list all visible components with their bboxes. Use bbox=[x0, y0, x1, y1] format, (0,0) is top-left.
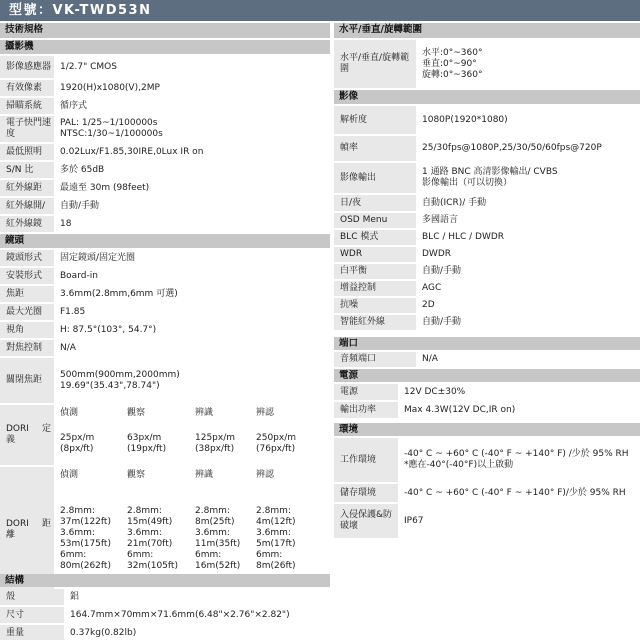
camera-row-5-value: 多於 65dB bbox=[55, 162, 330, 178]
model-title: 型號：VK-TWD53N bbox=[9, 3, 152, 18]
dori-distance-header-0: 偵測 bbox=[60, 469, 79, 480]
port-row-0 bbox=[334, 352, 640, 367]
lens-row-3-value: F1.85 bbox=[55, 304, 330, 320]
video-row-3-label: 日/夜 bbox=[334, 195, 416, 211]
section-video: 影像 bbox=[334, 90, 640, 104]
env-row-2 bbox=[334, 504, 640, 538]
camera-row-2-value: 循序式 bbox=[55, 98, 330, 114]
env-row-1 bbox=[334, 484, 640, 502]
section-structure: 結構 bbox=[0, 574, 330, 587]
video-row-9 bbox=[334, 298, 640, 313]
camera-row-3 bbox=[0, 116, 330, 142]
env-row-0 bbox=[334, 438, 640, 482]
left-spec-column bbox=[0, 23, 330, 640]
structure-row-0-label: 殼 bbox=[0, 589, 64, 605]
dori-distance-label-a: DORI bbox=[6, 518, 29, 529]
camera-row-4-label: 最低照明 bbox=[0, 144, 54, 160]
camera-row-2-label: 掃瞄系統 bbox=[0, 98, 54, 114]
video-row-9-label: 抗噪 bbox=[334, 298, 416, 313]
dori-definition bbox=[0, 405, 330, 465]
video-row-10-value: 自動/手動 bbox=[417, 315, 640, 330]
power-row-1-value: Max 4.3W(12V DC,IR on) bbox=[399, 402, 640, 418]
power-row-1 bbox=[334, 402, 640, 418]
camera-row-1-value: 1920(H)x1080(V),2MP bbox=[55, 80, 330, 96]
dori-definition-header-2: 辨識 bbox=[195, 407, 214, 418]
dori-definition-header-0: 偵測 bbox=[60, 407, 79, 418]
camera-row-0 bbox=[0, 56, 330, 78]
model-title-bar bbox=[0, 0, 640, 21]
lens-row-5 bbox=[0, 340, 330, 356]
structure-row-1 bbox=[0, 607, 330, 623]
power-row-0-label: 電源 bbox=[334, 384, 398, 400]
video-row-4-label: OSD Menu bbox=[334, 213, 416, 228]
section-pantilt: 水平/垂直/旋轉範圍 bbox=[334, 23, 640, 38]
video-row-5-value: BLC / HLC / DWDR bbox=[417, 230, 640, 245]
camera-row-3-value: PAL: 1/25~1/100000s NTSC:1/30~1/100000s bbox=[55, 116, 330, 142]
camera-row-5-label: S/N 比 bbox=[0, 162, 54, 178]
section-camera: 攝影機 bbox=[0, 40, 330, 54]
dori-distance-header-3: 辨認 bbox=[256, 469, 275, 480]
dori-definition-value-1: 63px/m (19px/ft) bbox=[127, 433, 167, 454]
port-row-0-label: 音頻端口 bbox=[334, 352, 416, 367]
camera-row-2 bbox=[0, 98, 330, 114]
structure-row-1-label: 尺寸 bbox=[0, 607, 64, 623]
dori-distance-header-1: 觀察 bbox=[127, 469, 146, 480]
section-environment: 環境 bbox=[334, 423, 640, 436]
section-port: 端口 bbox=[334, 337, 640, 350]
dori-definition-value-0: 25px/m (8px/ft) bbox=[60, 433, 95, 454]
camera-row-7-label: 紅外線開/ bbox=[0, 198, 54, 214]
lens-row-1 bbox=[0, 268, 330, 284]
video-row-7-label: 白平衡 bbox=[334, 264, 416, 279]
video-row-2-label: 影像輸出 bbox=[334, 163, 416, 193]
lens-row-4 bbox=[0, 322, 330, 338]
dori-distance-value-2: 2.8mm: 8m(25ft) 3.6mm: 11m(35ft) 6mm: 16m(52ft) bbox=[195, 505, 241, 571]
lens-row-6 bbox=[0, 358, 330, 403]
video-row-4-value: 多國語言 bbox=[417, 213, 640, 228]
lens-row-6-label: 關閉焦距 bbox=[0, 358, 54, 403]
lens-row-3-label: 最大光圈 bbox=[0, 304, 54, 320]
lens-row-6-value: 500mm(900mm,2000mm) 19.69"(35.43",78.74") bbox=[55, 358, 330, 403]
video-row-8 bbox=[334, 281, 640, 296]
dori-distance-label-b: 距 bbox=[41, 518, 51, 529]
structure-row-0-value: 鋁 bbox=[65, 589, 330, 605]
video-row-1-label: 幀率 bbox=[334, 136, 416, 161]
video-row-8-label: 增益控制 bbox=[334, 281, 416, 296]
pantilt-row bbox=[334, 40, 640, 88]
camera-row-7 bbox=[0, 198, 330, 214]
structure-row-2-value: 0.37kg(0.82lb) bbox=[65, 625, 330, 640]
lens-row-3 bbox=[0, 304, 330, 320]
dori-definition-value-3: 250px/m (76px/ft) bbox=[256, 433, 297, 454]
lens-row-4-value: H: 87.5°(103°, 54.7°) bbox=[55, 322, 330, 338]
camera-row-8-value: 18 bbox=[55, 216, 330, 232]
env-row-2-value: IP67 bbox=[399, 504, 640, 538]
dori-definition-label-line bbox=[6, 424, 51, 435]
video-row-9-value: 2D bbox=[417, 298, 640, 313]
dori-definition-label-a: DORI bbox=[6, 424, 29, 434]
video-row-6 bbox=[334, 247, 640, 262]
spec-heading: 技術規格 bbox=[0, 23, 330, 38]
power-row-0 bbox=[334, 384, 640, 400]
structure-row-2 bbox=[0, 625, 330, 640]
video-row-3 bbox=[334, 195, 640, 211]
lens-row-5-value: N/A bbox=[55, 340, 330, 356]
env-row-0-value: -40° C ~ +60° C (-40° F ~ +140° F) /少於 95% RH *應在-40°(-40°F)以上啟動 bbox=[399, 438, 640, 482]
lens-row-0-value: 固定鏡頭/固定光圈 bbox=[55, 250, 330, 266]
dori-distance-value-1: 2.8mm: 15m(49ft) 3.6mm: 21m(70ft) 6mm: 32m(105ft) bbox=[127, 505, 178, 571]
video-row-7 bbox=[334, 264, 640, 279]
dori-definition-header-1: 觀察 bbox=[127, 407, 146, 418]
video-row-6-value: DWDR bbox=[417, 247, 640, 262]
lens-row-0-label: 鏡頭形式 bbox=[0, 250, 54, 266]
lens-row-5-label: 對焦控制 bbox=[0, 340, 54, 356]
camera-row-1 bbox=[0, 80, 330, 96]
camera-row-4-value: 0.02Lux/F1.85,30IRE,0Lux IR on bbox=[55, 144, 330, 160]
dori-definition-header-3: 辨認 bbox=[256, 407, 275, 418]
video-row-0 bbox=[334, 106, 640, 134]
video-row-3-value: 自動(ICR)/ 手動 bbox=[417, 195, 640, 211]
camera-row-7-value: 自動/手動 bbox=[55, 198, 330, 214]
env-row-1-value: -40° C ~ +60° C (-40° F ~ +140° F)/少於 95% RH bbox=[399, 484, 640, 502]
power-row-0-value: 12V DC±30% bbox=[399, 384, 640, 400]
video-row-10 bbox=[334, 315, 640, 330]
dori-definition-label-c: 義 bbox=[6, 435, 16, 445]
structure-row-1-value: 164.7mm×70mm×71.6mm(6.48"×2.76"×2.82") bbox=[65, 607, 330, 623]
section-lens: 鏡頭 bbox=[0, 234, 330, 248]
power-row-1-label: 輸出功率 bbox=[334, 402, 398, 418]
camera-row-0-value: 1/2.7" CMOS bbox=[55, 56, 330, 78]
dori-definition-label bbox=[0, 405, 54, 465]
lens-row-2 bbox=[0, 286, 330, 302]
dori-distance-value-3: 2.8mm: 4m(12ft) 3.6mm: 5m(17ft) 6mm: 8m(26ft) bbox=[256, 505, 296, 571]
env-row-0-label: 工作環境 bbox=[334, 438, 398, 482]
pantilt-label: 水平/垂直/旋轉範圍 bbox=[334, 40, 416, 88]
dori-distance-label-c: 離 bbox=[6, 529, 16, 540]
video-row-0-value: 1080P(1920*1080) bbox=[417, 106, 640, 134]
video-row-1-value: 25/30fps@1080P,25/30/50/60fps@720P bbox=[417, 136, 640, 161]
camera-row-4 bbox=[0, 144, 330, 160]
port-row-0-value: N/A bbox=[417, 352, 640, 367]
camera-row-8-label: 紅外線鏡 bbox=[0, 216, 54, 232]
lens-row-1-label: 安裝形式 bbox=[0, 268, 54, 284]
pantilt-value: 水平:0°~360° 垂直:0°~90° 旋轉:0°~360° bbox=[417, 40, 640, 88]
video-row-4 bbox=[334, 213, 640, 228]
dori-definition-value-2: 125px/m (38px/ft) bbox=[195, 433, 236, 454]
video-row-10-label: 智能紅外線 bbox=[334, 315, 416, 330]
video-row-7-value: 自動/手動 bbox=[417, 264, 640, 279]
dori-distance-header-2: 辨識 bbox=[195, 469, 214, 480]
video-row-6-label: WDR bbox=[334, 247, 416, 262]
env-row-1-label: 儲存環境 bbox=[334, 484, 398, 502]
camera-row-0-label: 影像感應器 bbox=[0, 56, 54, 78]
dori-definition-label-b: 定 bbox=[41, 424, 51, 434]
dori-distance-value-0: 2.8mm: 37m(122ft) 3.6mm: 53m(175ft) 6mm: 80m(262ft) bbox=[60, 505, 111, 571]
camera-row-6 bbox=[0, 180, 330, 196]
section-power: 電源 bbox=[334, 369, 640, 382]
lens-row-2-label: 焦距 bbox=[0, 286, 54, 302]
structure-row-2-label: 重量 bbox=[0, 625, 64, 640]
right-spec-column bbox=[334, 23, 640, 640]
video-row-1 bbox=[334, 136, 640, 161]
camera-row-6-label: 紅外線距 bbox=[0, 180, 54, 196]
camera-row-1-label: 有效像素 bbox=[0, 80, 54, 96]
lens-row-0 bbox=[0, 250, 330, 266]
lens-row-1-value: Board-in bbox=[55, 268, 330, 284]
dori-definition-grid bbox=[55, 405, 330, 465]
video-row-8-value: AGC bbox=[417, 281, 640, 296]
video-row-5 bbox=[334, 230, 640, 245]
camera-row-3-label: 電子快門速度 bbox=[0, 116, 54, 142]
dori-distance-label-line bbox=[6, 519, 51, 530]
camera-row-8 bbox=[0, 216, 330, 232]
video-row-2 bbox=[334, 163, 640, 193]
structure-row-0 bbox=[0, 589, 330, 605]
video-row-5-label: BLC 模式 bbox=[334, 230, 416, 245]
lens-row-4-label: 視角 bbox=[0, 322, 54, 338]
env-row-2-label: 入侵保護&防破壞 bbox=[334, 504, 398, 538]
camera-row-6-value: 最遠至 30m (98feet) bbox=[55, 180, 330, 196]
lens-row-2-value: 3.6mm(2.8mm,6mm 可選) bbox=[55, 286, 330, 302]
camera-row-5 bbox=[0, 162, 330, 178]
video-row-0-label: 解析度 bbox=[334, 106, 416, 134]
video-row-2-value: 1 通路 BNC 高清影像輸出/ CVBS 影像輸出（可以切換） bbox=[417, 163, 640, 193]
